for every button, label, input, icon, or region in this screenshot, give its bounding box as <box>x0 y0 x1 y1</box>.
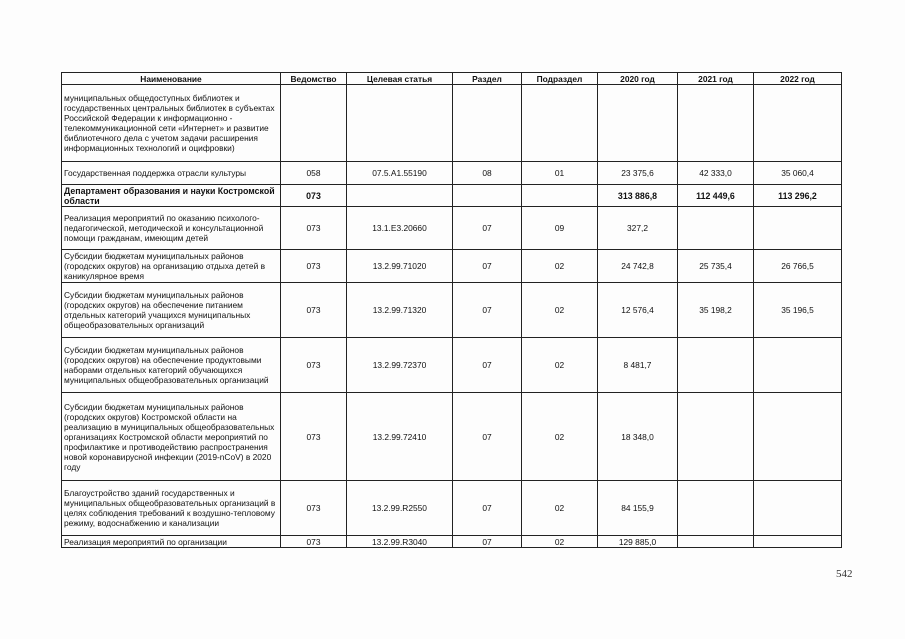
row-target: 13.2.99.72410 <box>347 393 453 481</box>
row-podrazdel <box>522 85 598 162</box>
row-podrazdel: 02 <box>522 250 598 283</box>
row-target <box>347 185 453 207</box>
row-podrazdel: 02 <box>522 481 598 536</box>
row-2021 <box>678 338 754 393</box>
row-name: Субсидии бюджетам муниципальных районов (городских округов) на обеспечение питанием отдельных категорий учащихся муниципальных общеобразовательных организаций <box>62 283 281 338</box>
row-podrazdel: 09 <box>522 207 598 250</box>
row-vedomstvo: 073 <box>281 481 347 536</box>
header-podrazdel: Подраздел <box>522 73 598 85</box>
header-2020: 2020 год <box>598 73 678 85</box>
row-vedomstvo <box>281 85 347 162</box>
row-vedomstvo: 073 <box>281 338 347 393</box>
row-vedomstvo: 073 <box>281 536 347 548</box>
row-target: 13.1.E3.20660 <box>347 207 453 250</box>
row-2020: 327,2 <box>598 207 678 250</box>
row-2020 <box>598 85 678 162</box>
row-target: 07.5.A1.55190 <box>347 162 453 185</box>
row-razdel: 07 <box>453 283 522 338</box>
row-name: Департамент образования и науки Костромской области <box>62 185 281 207</box>
row-vedomstvo: 058 <box>281 162 347 185</box>
row-razdel: 07 <box>453 536 522 548</box>
row-2022 <box>754 338 842 393</box>
row-2021: 25 735,4 <box>678 250 754 283</box>
row-name: Субсидии бюджетам муниципальных районов (городских округов) на обеспечение продуктовыми наборами отдельных категорий обучающихся муниципальных общеобразовательных организаций <box>62 338 281 393</box>
page-number: 542 <box>836 568 853 580</box>
row-vedomstvo: 073 <box>281 185 347 207</box>
row-name: Реализация мероприятий по оказанию психолого-педагогической, методической и консультационной помощи гражданам, имеющим детей <box>62 207 281 250</box>
row-2022 <box>754 85 842 162</box>
row-2021: 35 198,2 <box>678 283 754 338</box>
budget-table <box>61 72 842 548</box>
row-2021 <box>678 85 754 162</box>
row-2020: 24 742,8 <box>598 250 678 283</box>
row-2021 <box>678 207 754 250</box>
row-2021 <box>678 536 754 548</box>
table-row <box>62 207 842 250</box>
row-2020: 129 885,0 <box>598 536 678 548</box>
row-razdel: 07 <box>453 338 522 393</box>
row-2021 <box>678 393 754 481</box>
row-2021: 42 333,0 <box>678 162 754 185</box>
row-2020: 84 155,9 <box>598 481 678 536</box>
header-2022: 2022 год <box>754 73 842 85</box>
row-podrazdel: 02 <box>522 283 598 338</box>
row-vedomstvo: 073 <box>281 250 347 283</box>
table-row <box>62 162 842 185</box>
header-2021: 2021 год <box>678 73 754 85</box>
row-2022: 35 196,5 <box>754 283 842 338</box>
row-2022 <box>754 393 842 481</box>
row-2022 <box>754 536 842 548</box>
row-razdel: 08 <box>453 162 522 185</box>
row-razdel: 07 <box>453 207 522 250</box>
row-target: 13.2.99.R2550 <box>347 481 453 536</box>
row-2022: 35 060,4 <box>754 162 842 185</box>
row-vedomstvo: 073 <box>281 207 347 250</box>
row-razdel: 07 <box>453 250 522 283</box>
table-row <box>62 338 842 393</box>
row-podrazdel: 02 <box>522 338 598 393</box>
row-2022: 26 766,5 <box>754 250 842 283</box>
header-vedomstvo: Ведомство <box>281 73 347 85</box>
row-podrazdel: 02 <box>522 393 598 481</box>
row-razdel: 07 <box>453 393 522 481</box>
header-target: Целевая статья <box>347 73 453 85</box>
row-name: Реализация мероприятий по организации <box>62 536 281 548</box>
row-target: 13.2.99.71020 <box>347 250 453 283</box>
row-2021: 112 449,6 <box>678 185 754 207</box>
row-target: 13.2.99.71320 <box>347 283 453 338</box>
row-2020: 8 481,7 <box>598 338 678 393</box>
row-2020: 23 375,6 <box>598 162 678 185</box>
row-2020: 313 886,8 <box>598 185 678 207</box>
header-razdel: Раздел <box>453 73 522 85</box>
row-2020: 12 576,4 <box>598 283 678 338</box>
row-2022 <box>754 207 842 250</box>
table-row <box>62 250 842 283</box>
row-name: Благоустройство зданий государственных и муниципальных общеобразовательных организаций в целях соблюдения требований к воздушно-тепловому режиму, водоснабжению и канализации <box>62 481 281 536</box>
row-name: Субсидии бюджетам муниципальных районов (городских округов) Костромской области на реализацию в муниципальных общеобразовательных организациях Костромской области мероприятий по профилактике и противодействию распространения новой коронавирусной инфекции (2019-nCoV) в 2020 году <box>62 393 281 481</box>
table-row <box>62 85 842 162</box>
row-2022 <box>754 481 842 536</box>
row-razdel: 07 <box>453 481 522 536</box>
table-row <box>62 283 842 338</box>
table-row <box>62 393 842 481</box>
row-2022: 113 296,2 <box>754 185 842 207</box>
row-razdel <box>453 85 522 162</box>
row-podrazdel <box>522 185 598 207</box>
row-podrazdel: 01 <box>522 162 598 185</box>
table-row <box>62 481 842 536</box>
header-name: Наименование <box>62 73 281 85</box>
row-name: Субсидии бюджетам муниципальных районов (городских округов) на организацию отдыха детей в каникулярное время <box>62 250 281 283</box>
row-name: Государственная поддержка отрасли культуры <box>62 162 281 185</box>
row-vedomstvo: 073 <box>281 283 347 338</box>
row-target <box>347 85 453 162</box>
table-row <box>62 536 842 548</box>
row-target: 13.2.99.R3040 <box>347 536 453 548</box>
row-name: муниципальных общедоступных библиотек и государственных центральных библиотек в субъектах Российской Федерации к информационно - телекоммуникационной сети «Интернет» и развитие библиотечного дела с учетом задачи расширения информационных технологий и оцифровки) <box>62 85 281 162</box>
row-podrazdel: 02 <box>522 536 598 548</box>
department-row <box>62 185 842 207</box>
table-header-row <box>62 73 842 85</box>
row-razdel <box>453 185 522 207</box>
row-vedomstvo: 073 <box>281 393 347 481</box>
row-2021 <box>678 481 754 536</box>
row-target: 13.2.99.72370 <box>347 338 453 393</box>
row-2020: 18 348,0 <box>598 393 678 481</box>
